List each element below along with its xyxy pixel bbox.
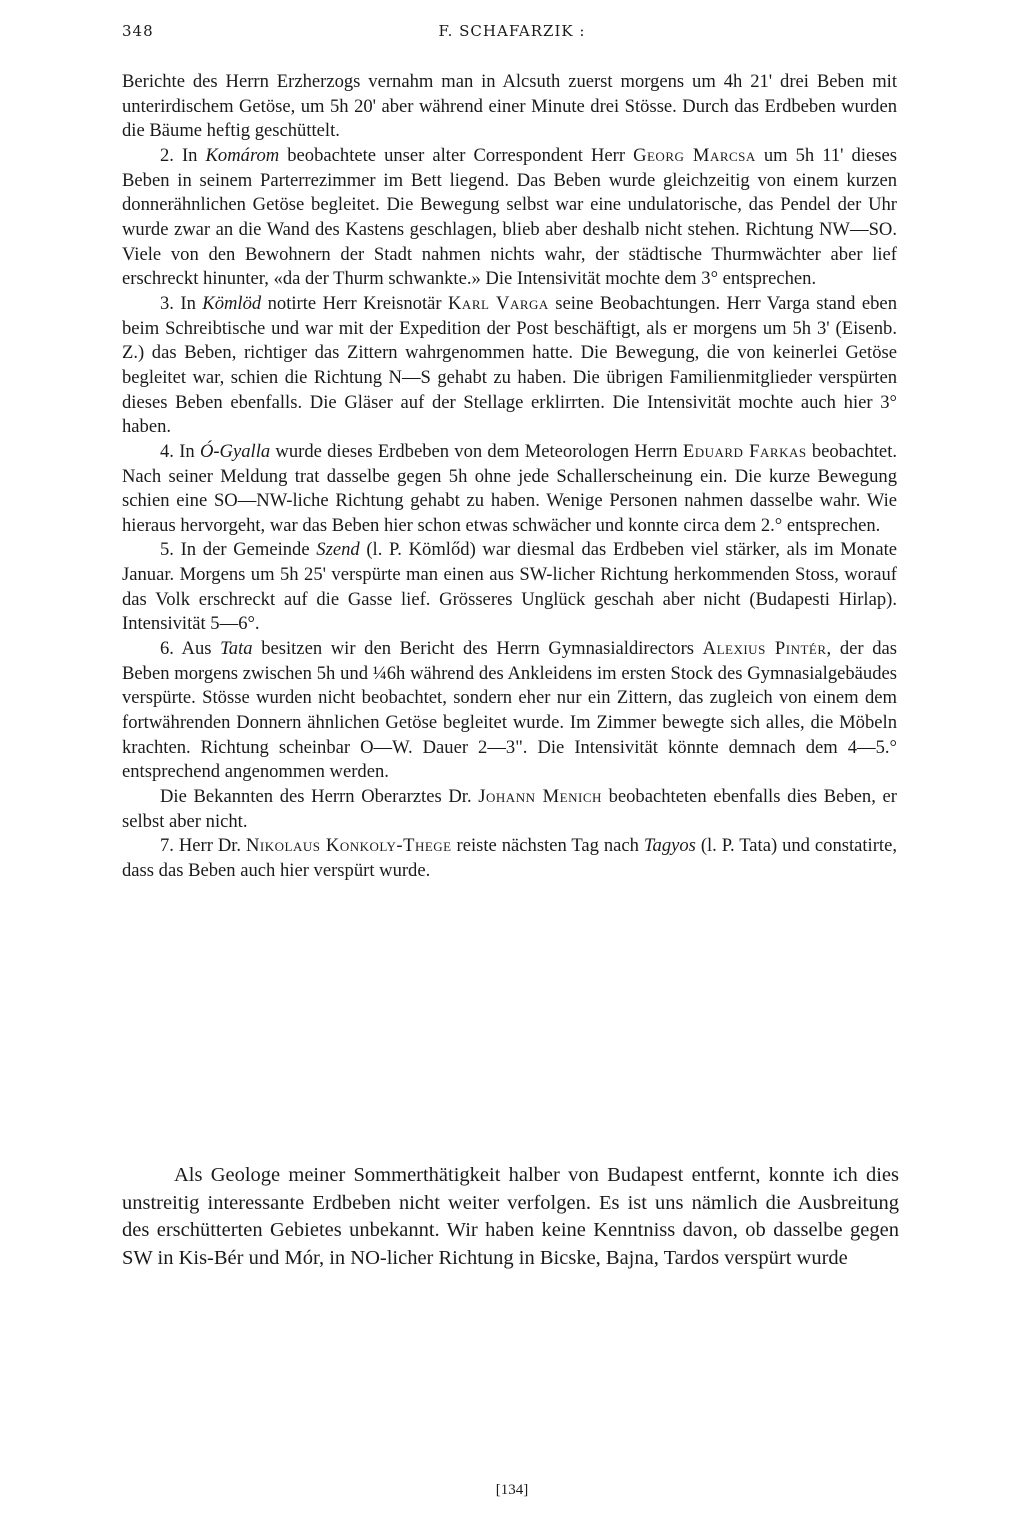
page-number: 348 <box>122 22 154 40</box>
report-list <box>122 70 897 884</box>
report-paragraph <box>122 637 897 785</box>
text-run: besitzen wir den Bericht des Herrn Gymnasialdirectors <box>252 638 703 660</box>
text-run: wurde dieses Erdbeben von dem Meteorologen Herrn <box>270 440 683 462</box>
report-paragraph <box>122 70 897 144</box>
page-footer: [134] <box>495 1482 529 1498</box>
text-run: (l. P. Kömlőd) war diesmal das Erdbeben viel stärker, als im Monate Januar. Morgens um 5h 25' verspürte man einen aus SW-licher Richtung herkommenden Stoss, worauf das Volk erschreckt auf die Gasse lief. Grösseres Unglück geschah aber nicht (Budapesti Hirlap). Intensivität 5—6°. <box>122 539 897 635</box>
report-paragraph <box>122 834 897 883</box>
person-name: Georg Marcsa <box>633 144 756 166</box>
text-run: 6. Aus <box>160 638 221 660</box>
closing-paragraph: Als Geologe meiner Sommerthätigkeit halber von Budapest entfernt, konnte ich dies unstreitig interessante Erdbeben nicht weiter verfolgen. Es ist uns nämlich die Ausbreitung des erschütterten Gebietes unbekannt. Wir haben keine Kenntniss davon, ob dasselbe gegen SW in Kis-Bér und Mór, in NO-licher Richtung in Bicske, Bajna, Tardos verspürt wurde <box>122 1164 899 1269</box>
report-paragraph <box>122 144 897 292</box>
text-run: 3. In <box>160 292 203 314</box>
place-name: Tagyos <box>643 835 696 857</box>
text-run: beobachtete unser alter Correspondent Herr <box>279 144 634 166</box>
place-name: Ó-Gyalla <box>199 440 271 462</box>
text-run: (l. P. Tata) und constatirte, dass das Beben auch hier verspürt wurde. <box>122 835 897 881</box>
text-run: beobachteten ebenfalls dies Beben, er selbst aber nicht. <box>122 786 897 832</box>
person-name: Nikolaus Konkoly-Thege <box>246 835 452 857</box>
report-paragraph <box>122 440 897 539</box>
text-run: Die Bekannten des Herrn Oberarztes Dr. <box>160 786 479 808</box>
place-name: Tata <box>220 638 253 660</box>
place-name: Szend <box>316 539 360 561</box>
closing-section <box>122 1162 899 1272</box>
text-run: um 5h 11' dieses Beben in seinem Parterrezimmer im Bett liegend. Das Beben wurde gleichzeitig von einem kurzen donnerähnlichen Getöse begleitet. Die Bewegung selbst war eine undulatorische, das Pendel der Uhr wurde zwar an die Wand des Kastens geschlagen, blieb aber deshalb nicht stehen. Richtung NW—SO. Viele von den Bewohnern der Stadt nahmen nichts wahr, der städtische Thurmwächter aber lief erschreckt hinunter, «da der Thurm schwankte.» Die Intensivität mochte dem 3° entsprechen. <box>122 144 897 290</box>
text-run: 7. Herr Dr. <box>160 835 246 857</box>
text-run: reiste nächsten Tag nach <box>451 835 644 857</box>
page-header <box>122 22 902 48</box>
text-run: beobachtet. Nach seiner Meldung trat dasselbe gegen 5h ohne jede Schallerscheinung ein. Die kurze Bewegung schien eine SO—NW-liche Richtung gehabt zu haben. Wenige Personen nahmen dasselbe wahr. Wie hieraus hervorgeht, war das Beben hier schon etwas schwächer und konnte circa dem 2.° entsprechen. <box>122 440 898 536</box>
person-name: Eduard Farkas <box>682 440 807 462</box>
text-run: 5. In der Gemeinde <box>160 539 317 561</box>
text-run: , der das Beben morgens zwischen 5h und ¼6h während des Ankleidens im ersten Stock des Gymnasialgebäudes verspürte. Stösse wurden nicht beobachtet, sondern eher nur ein Zittern, das zugleich von einem dem fortwährenden Donnern ähnlichen Getöse begleitet wurde. Im Zimmer bewegte sich alles, die Möbeln krachten. Richtung scheinbar O—W. Dauer 2—3". Die Intensivität könnte demnach dem 4—5.° entsprechend angenommen werden. <box>122 638 897 783</box>
place-name: Kömlöd <box>202 292 262 314</box>
report-paragraph <box>122 292 897 440</box>
report-paragraph <box>122 538 897 637</box>
text-run: 2. In <box>160 144 206 166</box>
person-name: Alexius Pintér <box>702 638 827 660</box>
text-run: Berichte des Herrn Erzherzogs vernahm man in Alcsuth zuerst morgens um 4h 21' drei Beben mit unterirdischem Getöse, um 5h 20' aber während einer Minute drei Stösse. Durch das Erdbeben wurden die Bäume heftig geschüttelt. <box>122 71 897 142</box>
text-run: seine Beobachtungen. Herr Varga stand eben beim Schreibtische und war mit der Expedition der Post beschäftigt, als er morgens um 5h 3' (Eisenb. Z.) das Beben, richtiger das Zittern wahrgenommen hatte. Die Bewegung, die von keinerlei Getöse begleitet war, schien die Richtung N—S gehabt zu haben. Die übrigen Familienmitglieder verspürten dieses Beben ebenfalls. Die Gläser auf der Stellage erklirrten. Die Intensivität mochte auch hier 3° haben. <box>122 292 897 438</box>
person-name: Johann Menich <box>478 786 602 808</box>
place-name: Komárom <box>205 144 280 166</box>
running-title: F. SCHAFARZIK : <box>438 22 586 40</box>
text-run: 4. In <box>160 440 200 462</box>
text-run: notirte Herr Kreisnotär <box>261 292 448 314</box>
report-paragraph <box>122 785 897 834</box>
person-name: Karl Varga <box>448 292 549 314</box>
